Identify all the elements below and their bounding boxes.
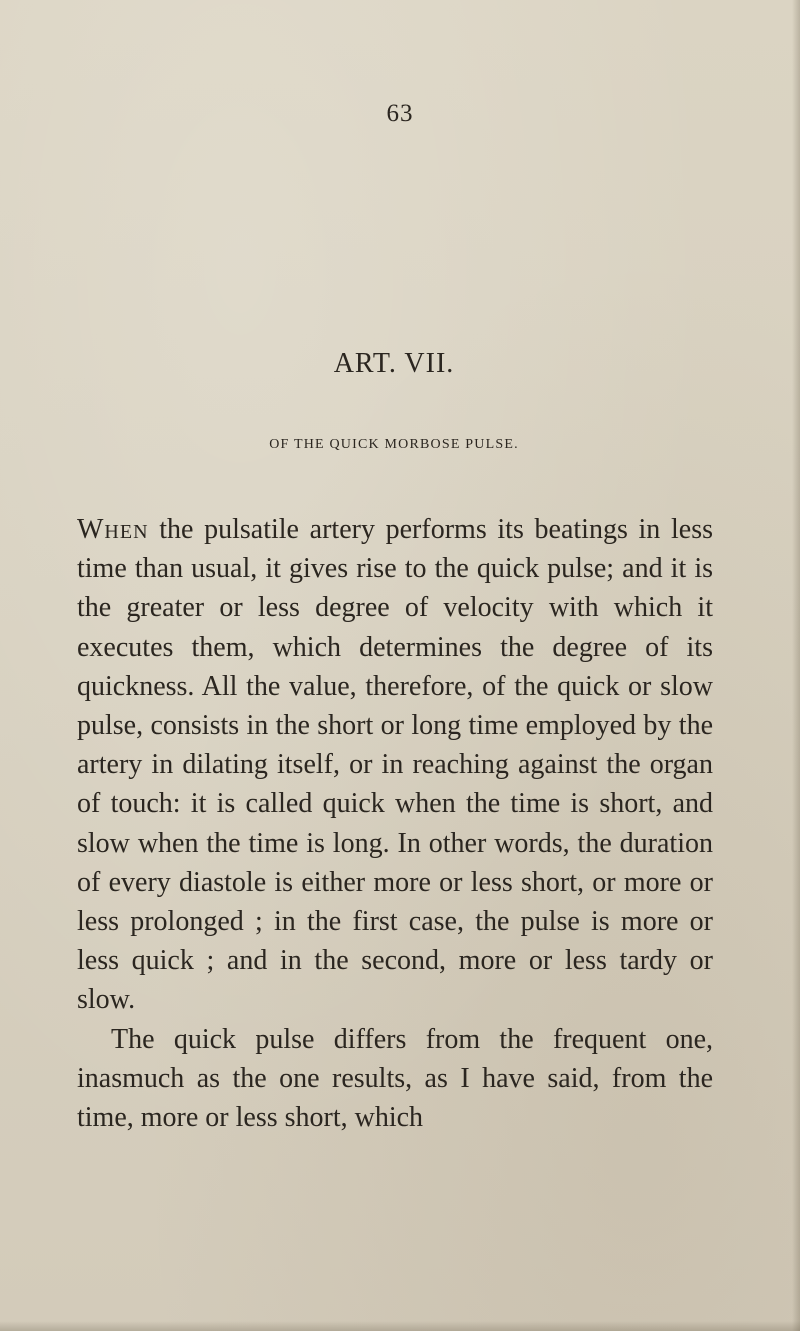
body-text (77, 510, 713, 1137)
paragraph-lead-word: When (77, 514, 149, 545)
paragraph-1-text: the pulsatile artery performs its beatings in less time than usual, it gives rise to the quick pulse; and it is the greater or less degree of velocity with which it executes them, which determines the degree of its quickness. All the value, therefore, of the quick or slow pulse, consists in the short or long time employed by the artery in dilating itself, or in reaching against the organ of touch: it is called quick when the time is short, and slow when the time is long. In other words, the duration of every diastole is either more or less short, or more or less prolonged ; in the first case, the pulse is more or less quick ; and in the second, more or less tardy or slow. (77, 514, 713, 1016)
paragraph-1 (77, 510, 713, 1020)
page-number: 63 (386, 100, 414, 127)
paragraph-2: The quick pulse differs from the frequent one, inasmuch as the one results, as I have said, from the time, more or less short, which (77, 1023, 713, 1134)
page-edge-shadow-bottom (0, 1321, 800, 1331)
page-edge-shadow (792, 0, 800, 1331)
section-heading: OF THE QUICK MORBOSE PULSE. (269, 437, 519, 452)
article-title: ART. VII. (333, 348, 455, 379)
